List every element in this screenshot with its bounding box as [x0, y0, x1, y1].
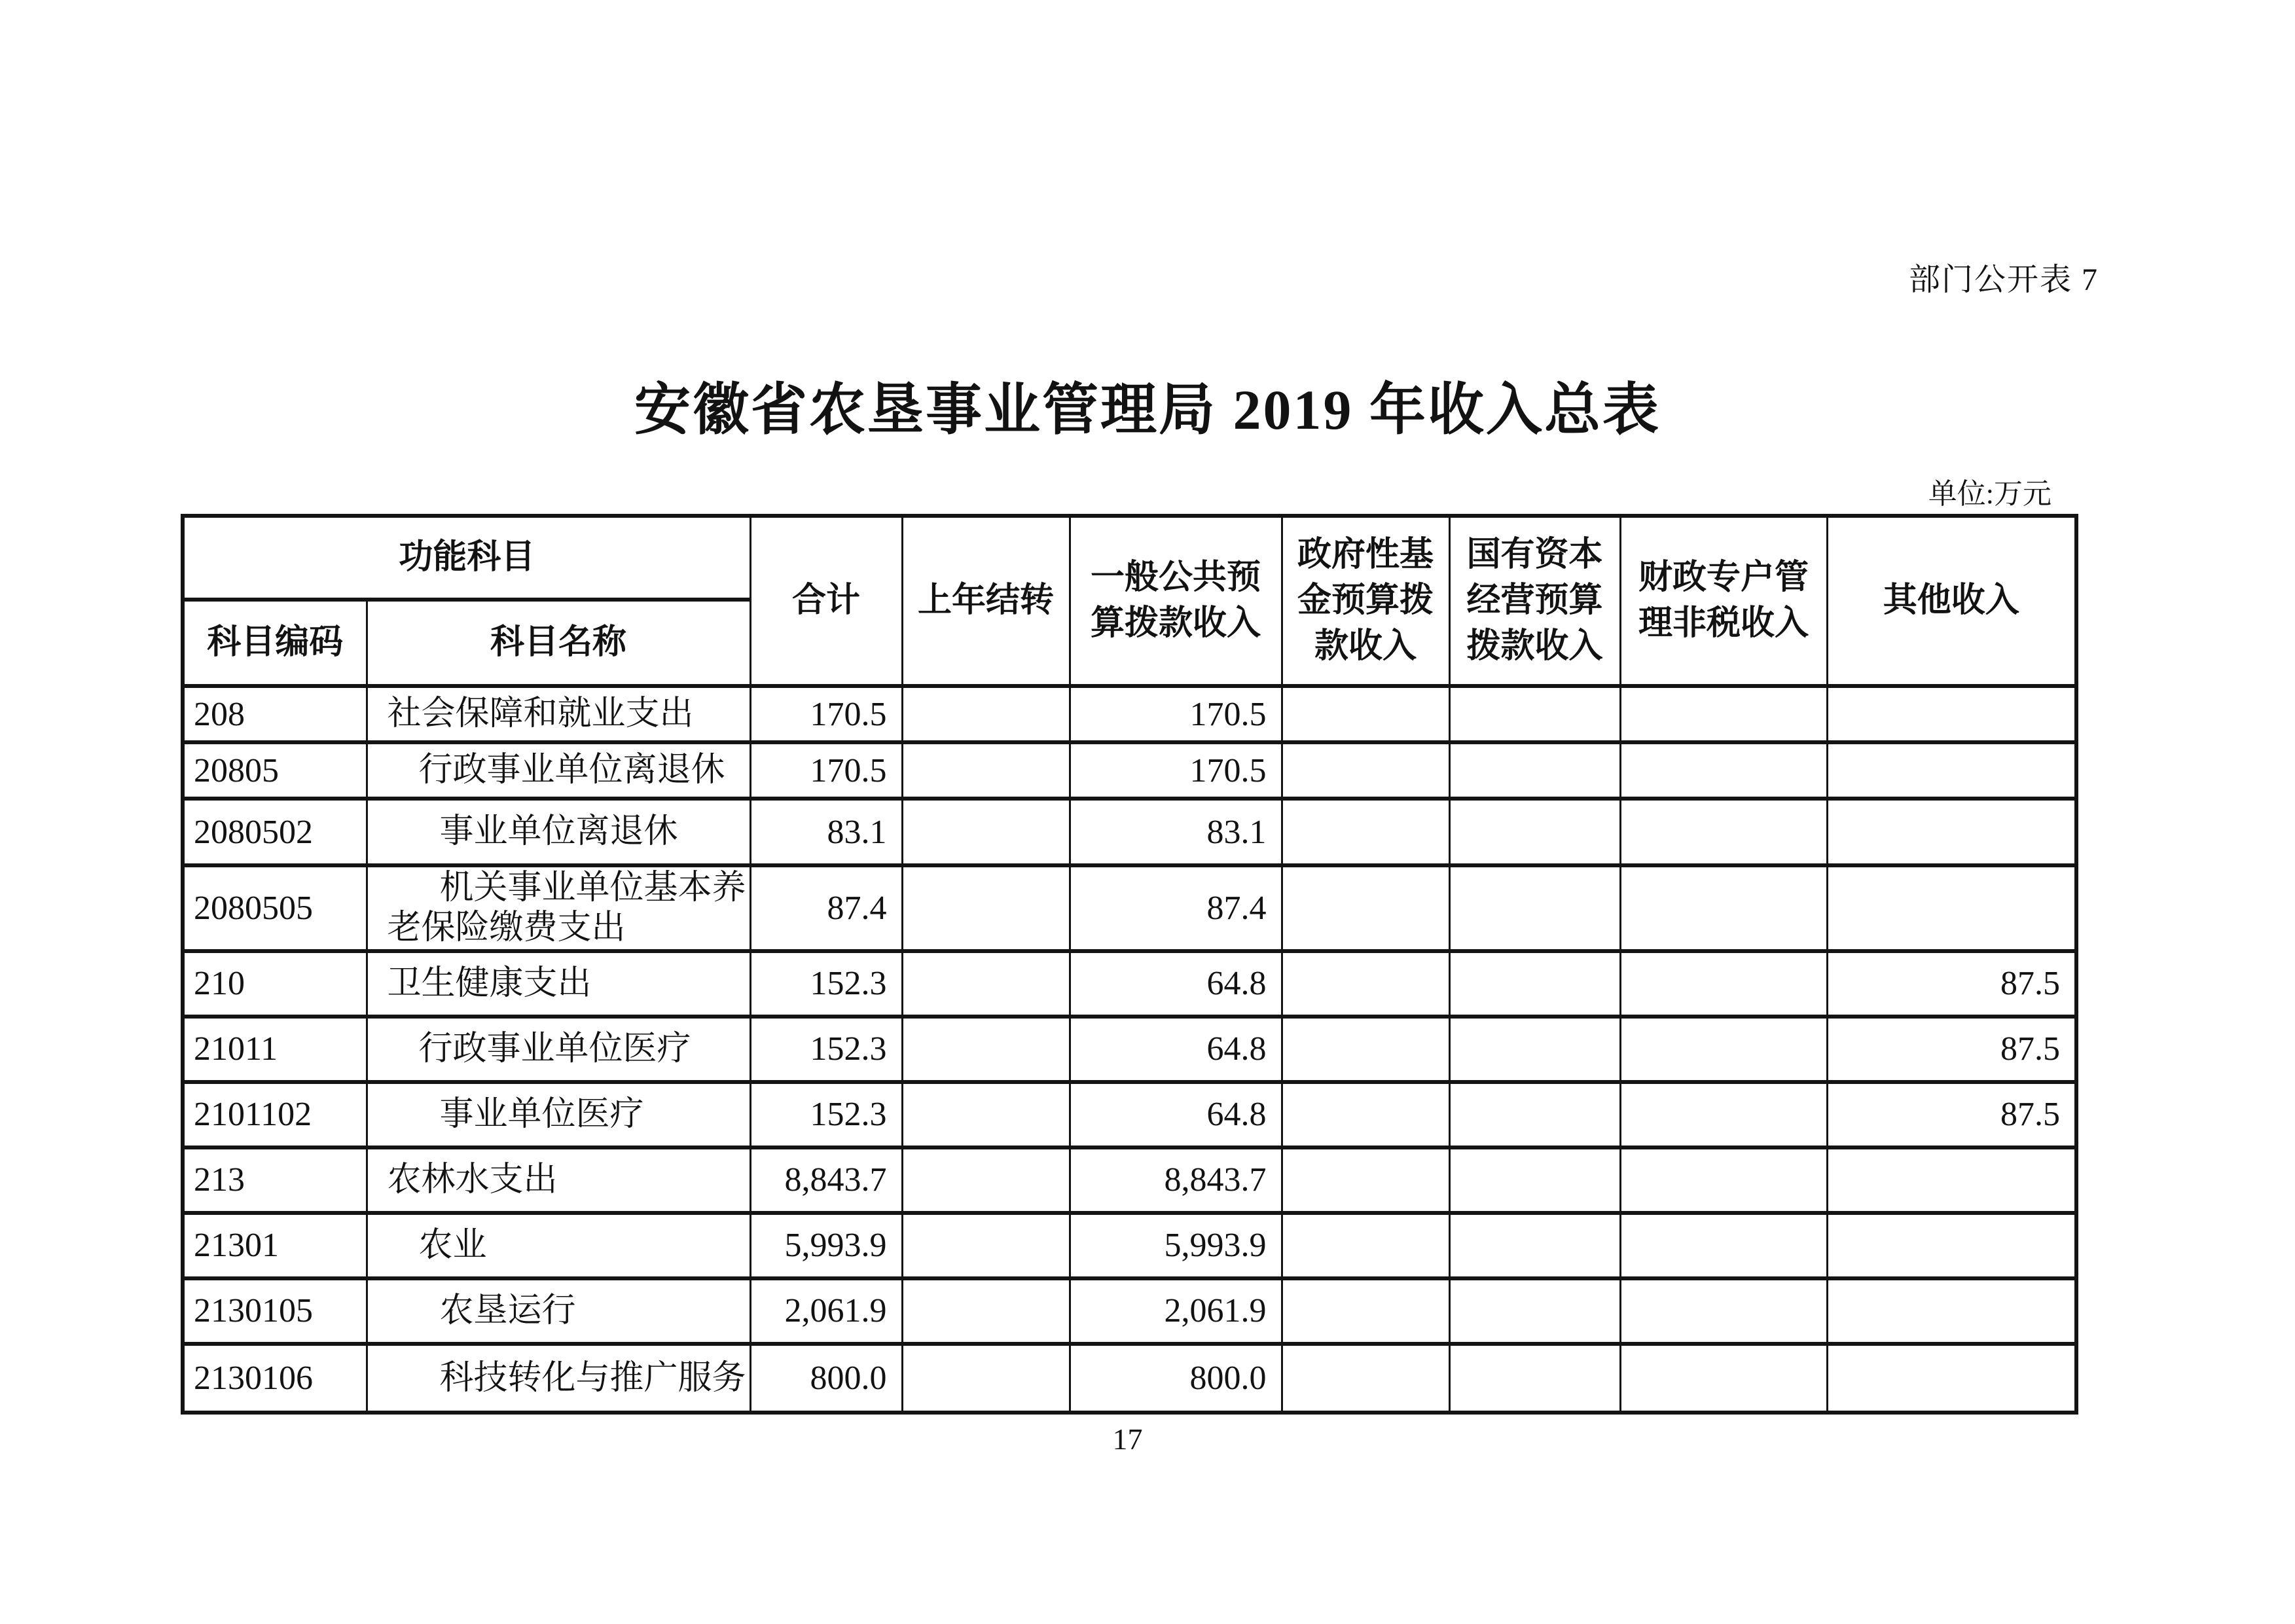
table-row [183, 686, 2076, 742]
general-budget-cell: 64.8 [1070, 1082, 1282, 1147]
other-income-cell: 87.5 [1827, 1082, 2076, 1147]
header-fiscal-account: 财政专户管理非税收入 [1620, 516, 1827, 686]
table-row [183, 951, 2076, 1017]
fiscal-account-cell [1620, 1082, 1827, 1147]
subject-code-cell: 210 [183, 951, 367, 1017]
income-summary-table [181, 514, 2078, 1415]
gov-fund-cell [1282, 1278, 1449, 1344]
other-income-cell [1827, 686, 2076, 742]
state-capital-cell [1449, 1278, 1620, 1344]
total-cell: 170.5 [750, 686, 902, 742]
subject-code-cell: 2080505 [183, 865, 367, 951]
state-capital-cell [1449, 799, 1620, 865]
header-other-income: 其他收入 [1827, 516, 2076, 686]
carryover-cell [902, 865, 1070, 951]
total-cell: 87.4 [750, 865, 902, 951]
other-income-cell [1827, 799, 2076, 865]
state-capital-cell [1449, 1017, 1620, 1082]
subject-code-cell: 2080502 [183, 799, 367, 865]
general-budget-cell: 170.5 [1070, 686, 1282, 742]
gov-fund-cell [1282, 1147, 1449, 1213]
table-row [183, 1147, 2076, 1213]
fiscal-account-cell [1620, 686, 1827, 742]
unit-label: 单位:万元 [1928, 478, 2051, 510]
other-income-cell [1827, 742, 2076, 799]
header-state-capital: 国有资本经营预算拨款收入 [1449, 516, 1620, 686]
total-cell: 83.1 [750, 799, 902, 865]
subject-code-cell: 208 [183, 686, 367, 742]
table-header [183, 516, 2076, 686]
state-capital-cell [1449, 951, 1620, 1017]
total-cell: 2,061.9 [750, 1278, 902, 1344]
gov-fund-cell [1282, 1017, 1449, 1082]
table-row [183, 742, 2076, 799]
total-cell: 152.3 [750, 951, 902, 1017]
gov-fund-cell [1282, 799, 1449, 865]
gov-fund-cell [1282, 1082, 1449, 1147]
fiscal-account-cell [1620, 951, 1827, 1017]
fiscal-account-cell [1620, 1278, 1827, 1344]
gov-fund-cell [1282, 865, 1449, 951]
table-row [183, 1213, 2076, 1278]
table-row [183, 1278, 2076, 1344]
header-subject-code: 科目编码 [183, 600, 367, 686]
state-capital-cell [1449, 1147, 1620, 1213]
header-gov-fund: 政府性基金预算拨款收入 [1282, 516, 1449, 686]
table-row [183, 1082, 2076, 1147]
page-number: 17 [1112, 1422, 1143, 1456]
carryover-cell [902, 799, 1070, 865]
carryover-cell [902, 951, 1070, 1017]
general-budget-cell: 87.4 [1070, 865, 1282, 951]
state-capital-cell [1449, 1213, 1620, 1278]
carryover-cell [902, 742, 1070, 799]
subject-name-cell: 农业 [367, 1213, 750, 1278]
subject-code-cell: 2130105 [183, 1278, 367, 1344]
general-budget-cell: 8,843.7 [1070, 1147, 1282, 1213]
header-total: 合计 [750, 516, 902, 686]
total-cell: 8,843.7 [750, 1147, 902, 1213]
gov-fund-cell [1282, 1344, 1449, 1413]
other-income-cell [1827, 1278, 2076, 1344]
subject-name-cell: 事业单位离退休 [367, 799, 750, 865]
fiscal-account-cell [1620, 1213, 1827, 1278]
header-row-1 [183, 516, 2076, 600]
general-budget-cell: 64.8 [1070, 951, 1282, 1017]
general-budget-cell: 800.0 [1070, 1344, 1282, 1413]
state-capital-cell [1449, 742, 1620, 799]
gov-fund-cell [1282, 951, 1449, 1017]
carryover-cell [902, 1278, 1070, 1344]
subject-code-cell: 21301 [183, 1213, 367, 1278]
gov-fund-cell [1282, 1213, 1449, 1278]
carryover-cell [902, 1147, 1070, 1213]
state-capital-cell [1449, 1344, 1620, 1413]
subject-code-cell: 213 [183, 1147, 367, 1213]
subject-name-cell: 卫生健康支出 [367, 951, 750, 1017]
subject-name-cell: 社会保障和就业支出 [367, 686, 750, 742]
total-cell: 152.3 [750, 1017, 902, 1082]
total-cell: 800.0 [750, 1344, 902, 1413]
other-income-cell [1827, 865, 2076, 951]
carryover-cell [902, 1017, 1070, 1082]
total-cell: 5,993.9 [750, 1213, 902, 1278]
subject-name-cell: 行政事业单位医疗 [367, 1017, 750, 1082]
header-carryover: 上年结转 [902, 516, 1070, 686]
table-row [183, 865, 2076, 951]
subject-name-cell: 行政事业单位离退休 [367, 742, 750, 799]
subject-code-cell: 2101102 [183, 1082, 367, 1147]
subject-code-cell: 2130106 [183, 1344, 367, 1413]
other-income-cell [1827, 1147, 2076, 1213]
table-row [183, 1017, 2076, 1082]
fiscal-account-cell [1620, 742, 1827, 799]
carryover-cell [902, 1082, 1070, 1147]
carryover-cell [902, 686, 1070, 742]
fiscal-account-cell [1620, 1147, 1827, 1213]
fiscal-account-cell [1620, 1017, 1827, 1082]
subject-code-cell: 21011 [183, 1017, 367, 1082]
table-row [183, 1344, 2076, 1413]
fiscal-account-cell [1620, 865, 1827, 951]
doc-label: 部门公开表 7 [1908, 262, 2099, 297]
table-row [183, 799, 2076, 865]
header-subject-name: 科目名称 [367, 600, 750, 686]
subject-name-cell: 农垦运行 [367, 1278, 750, 1344]
state-capital-cell [1449, 686, 1620, 742]
other-income-cell [1827, 1213, 2076, 1278]
general-budget-cell: 83.1 [1070, 799, 1282, 865]
header-general-budget: 一般公共预算拨款收入 [1070, 516, 1282, 686]
carryover-cell [902, 1213, 1070, 1278]
other-income-cell: 87.5 [1827, 1017, 2076, 1082]
other-income-cell: 87.5 [1827, 951, 2076, 1017]
general-budget-cell: 5,993.9 [1070, 1213, 1282, 1278]
total-cell: 170.5 [750, 742, 902, 799]
subject-name-cell: 机关事业单位基本养老保险缴费支出 [367, 865, 750, 951]
subject-code-cell: 20805 [183, 742, 367, 799]
other-income-cell [1827, 1344, 2076, 1413]
total-cell: 152.3 [750, 1082, 902, 1147]
carryover-cell [902, 1344, 1070, 1413]
gov-fund-cell [1282, 742, 1449, 799]
subject-name-cell: 事业单位医疗 [367, 1082, 750, 1147]
general-budget-cell: 170.5 [1070, 742, 1282, 799]
header-function-subject: 功能科目 [183, 516, 750, 600]
general-budget-cell: 2,061.9 [1070, 1278, 1282, 1344]
gov-fund-cell [1282, 686, 1449, 742]
general-budget-cell: 64.8 [1070, 1017, 1282, 1082]
fiscal-account-cell [1620, 799, 1827, 865]
state-capital-cell [1449, 1082, 1620, 1147]
subject-name-cell: 科技转化与推广服务 [367, 1344, 750, 1413]
table-body [183, 686, 2076, 1413]
state-capital-cell [1449, 865, 1620, 951]
subject-name-cell: 农林水支出 [367, 1147, 750, 1213]
page-title: 安徽省农垦事业管理局 2019 年收入总表 [634, 378, 1661, 441]
fiscal-account-cell [1620, 1344, 1827, 1413]
